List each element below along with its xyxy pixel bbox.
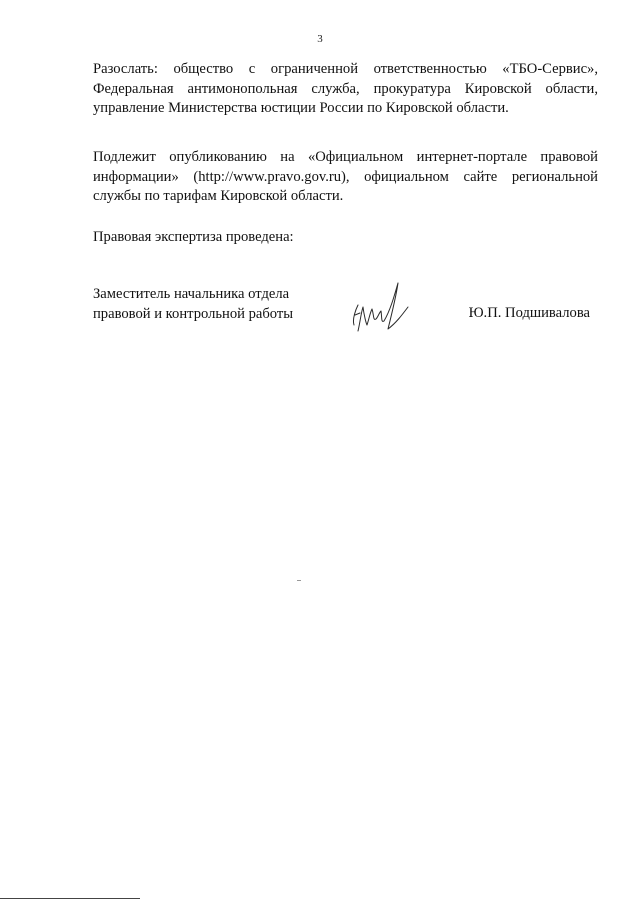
scan-mark	[297, 580, 301, 581]
signer-position-line-2: правовой и контрольной работы	[93, 305, 294, 322]
signature-block	[93, 285, 598, 345]
legal-review-paragraph: Правовая экспертиза проведена:	[93, 229, 294, 245]
distribution-paragraph: Разослать: общество с ограниченной ответственностью «ТБО-Сервис», Федеральная антимонопольная служба, прокуратура Кировской области, управление Министерства юстиции России по Кировской области.	[93, 61, 598, 117]
page-number: 3	[317, 33, 323, 45]
publication-paragraph: Подлежит опубликованию на «Официальном интернет-портале правовой информации» (http://www.pravo.gov.ru), официальном сайте региональной службы по тарифам Кировской области.	[93, 149, 598, 205]
signer-name: Ю.П. Подшивалова	[468, 305, 590, 321]
footer-rule	[0, 898, 140, 899]
signer-position-line-1: Заместитель начальника отдела	[93, 286, 290, 302]
handwritten-signature	[348, 279, 412, 337]
